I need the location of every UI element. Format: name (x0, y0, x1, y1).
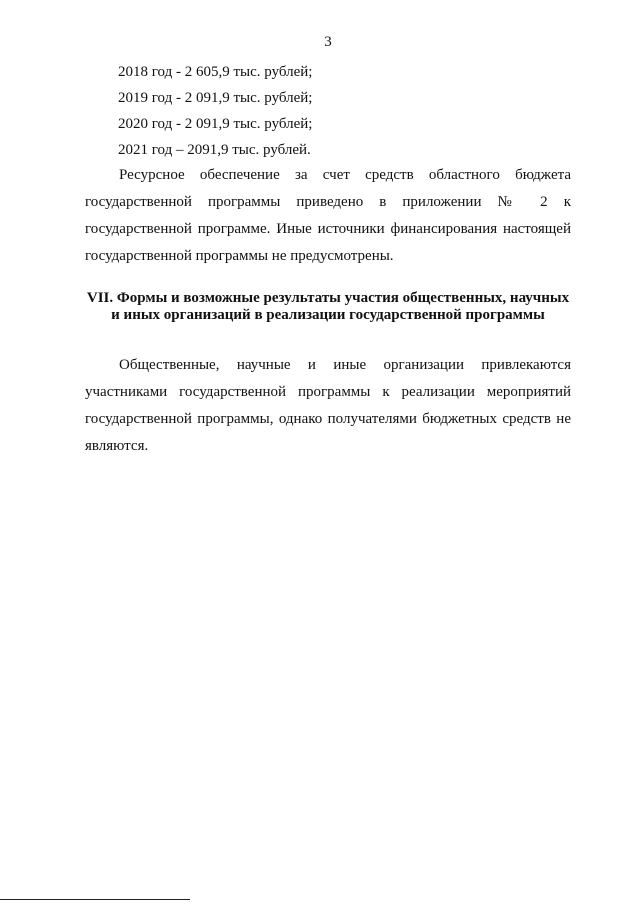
resource-paragraph: Ресурсное обеспечение за счет средств областного бюджета государственной программы приведено в приложении № 2 к государственной программе. Иные источники финансирования настоящей государственной программы не предусмотрены. (85, 167, 571, 264)
funding-line-2019: 2019 год - 2 091,9 тыс. рублей; (118, 90, 313, 106)
funding-line-2020: 2020 год - 2 091,9 тыс. рублей; (118, 116, 313, 132)
organizations-paragraph: Общественные, научные и иные организации привлекаются участниками государственной программы к реализации мероприятий государственной программы, однако получателями бюджетных средств не являются. (85, 357, 571, 454)
footer-rule (0, 899, 190, 900)
page-number: 3 (324, 34, 332, 50)
funding-line-2021: 2021 год – 2091,9 тыс. рублей. (118, 142, 311, 158)
funding-line-2018: 2018 год - 2 605,9 тыс. рублей; (118, 64, 313, 80)
section-heading: VII. Формы и возможные результаты участия общественных, научных и иных организаций в реализации государственной программы (86, 290, 570, 323)
